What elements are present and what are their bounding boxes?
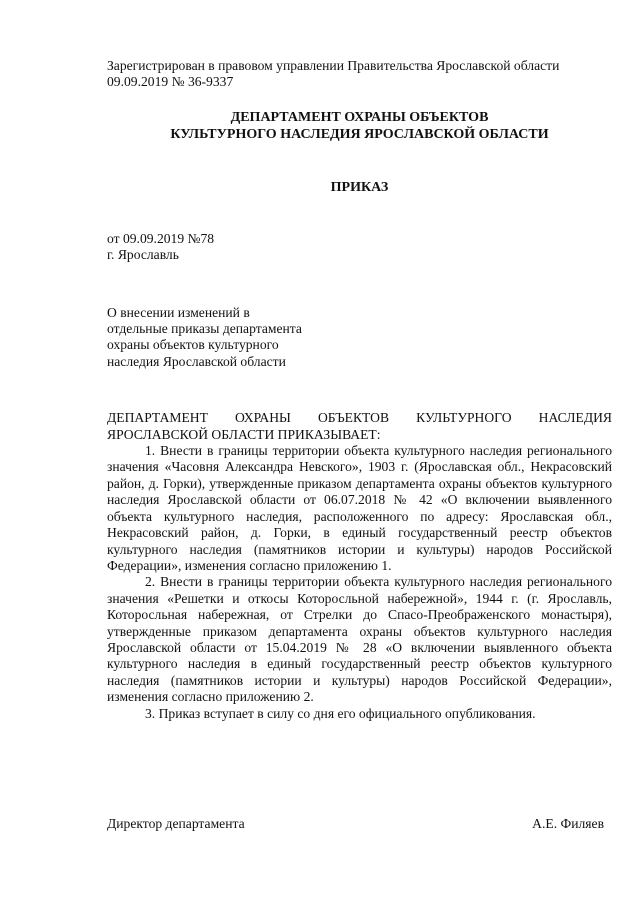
registration-line: Зарегистрирован в правовом управлении Правительства Ярославской области [107,58,560,73]
body-item-1: 1. Внести в границы территории объекта культурного наследия регионального значения «Часовня Александра Невского», 1903 г. (Ярославская обл., Некрасовский район, д. Горки), утвержденные приказом департамента охраны объектов культурного наследия Ярославской области от 06.07.2018 № 42 «О включении выявленного объекта культурного наследия, расположенного по адресу: Ярославская обл., Некрасовский район, д. Горки, в единый государственный реестр объектов культурного наследия (памятников истории и культуры) народов Российской Федерации», изменения согласно приложению 1. [107,443,612,573]
subject-line: охраны объектов культурного [107,337,279,353]
order-info [107,231,612,264]
document-page [107,58,612,722]
body-preamble: ДЕПАРТАМЕНТ ОХРАНЫ ОБЪЕКТОВ КУЛЬТУРНОГО НАСЛЕДИЯ ЯРОСЛАВСКОЙ ОБЛАСТИ ПРИКАЗЫВАЕТ: [107,410,612,442]
signatory-title: Директор департамента [107,816,245,831]
body-item-3: 3. Приказ вступает в силу со дня его официального опубликования. [145,705,536,721]
order-title: ПРИКАЗ [330,179,389,195]
department-title-line1: ДЕПАРТАМЕНТ ОХРАНЫ ОБЪЕКТОВ [230,109,489,125]
order-date-number: от 09.09.2019 №78 [107,230,215,246]
order-body [107,410,612,722]
signatory-name: А.Е. Филяев [532,816,604,831]
subject-line: отдельные приказы департамента [107,321,302,337]
registration-number: 09.09.2019 № 36-9337 [107,74,234,90]
subject-line: О внесении изменений в [107,304,250,320]
subject-line: наследия Ярославской области [107,353,286,369]
order-city: г. Ярославль [107,247,179,263]
department-title-line2: КУЛЬТУРНОГО НАСЛЕДИЯ ЯРОСЛАВСКОЙ ОБЛАСТИ [170,126,549,142]
registration-note [107,58,612,91]
order-subject [107,305,347,371]
department-title [107,109,612,143]
body-item-2: 2. Внести в границы территории объекта культурного наследия регионального значения «Решетки и откосы Которосльной набережной», 1944 г. (г. Ярославль, Которосльная набережная, от Стрелки до Спасо-Преображенского монастыря), утвержденные приказом департамента охраны объектов культурного наследия Ярославской области от 15.04.2019 № 28 «О включении выявленного объекта культурного наследия в единый государственный реестр объектов культурного наследия (памятников истории и культуры) народов Российской Федерации», изменения согласно приложению 2. [107,574,612,705]
